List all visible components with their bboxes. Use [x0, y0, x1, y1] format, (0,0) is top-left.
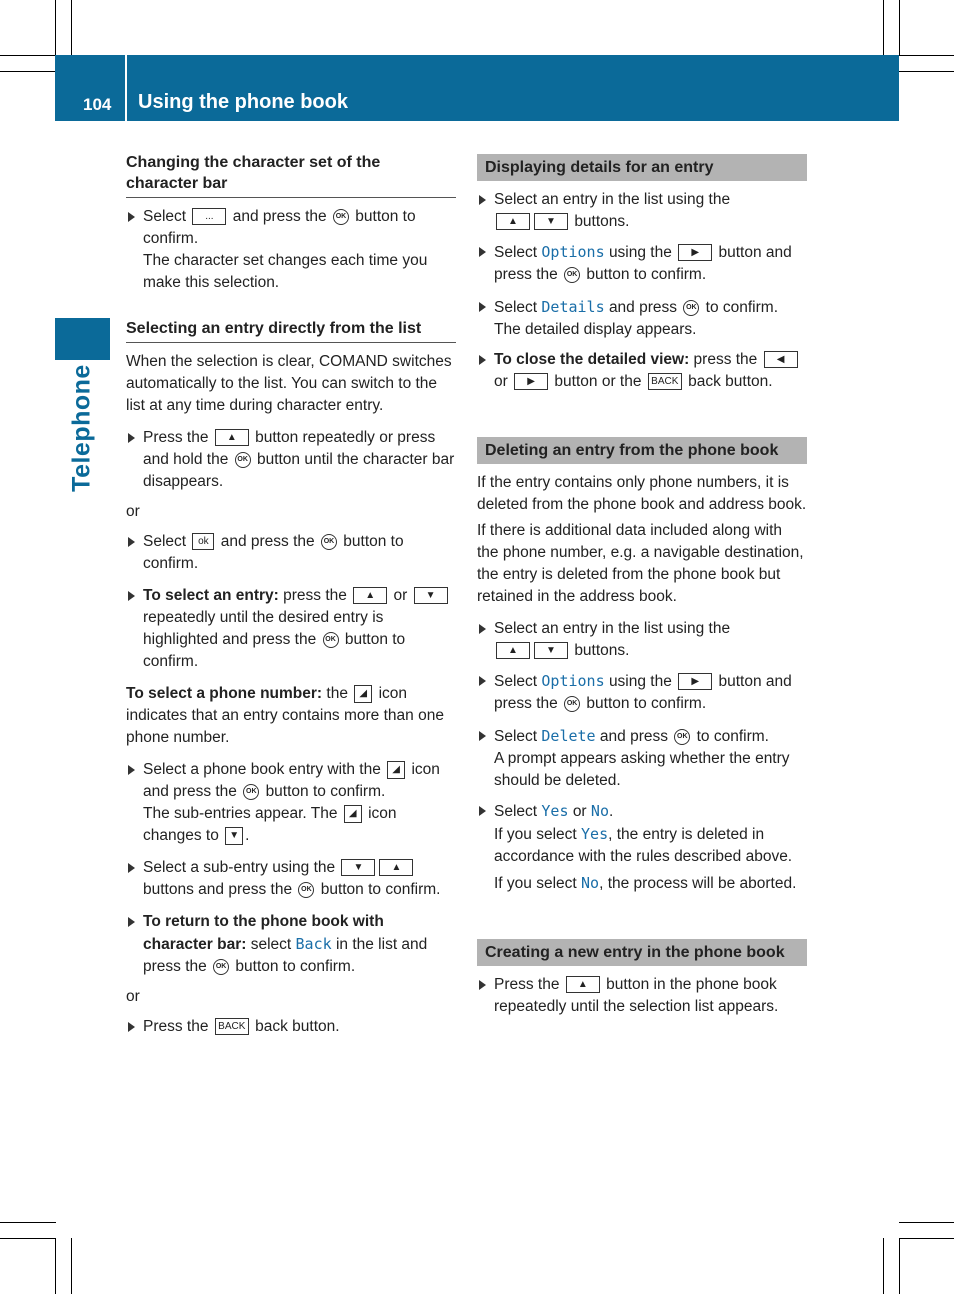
- ok-button-icon: OK: [243, 784, 259, 800]
- right-arrow-icon: ▶: [678, 673, 712, 690]
- paragraph: When the selection is clear, COMAND switches automatically to the list. You can switch to the list at any time during character entry.: [126, 353, 452, 414]
- crop-mark: [899, 55, 954, 56]
- crop-mark: [883, 1238, 884, 1294]
- section-heading: Changing the character set of the character bar: [126, 152, 456, 198]
- step: Select Options using the ▶ button and press the OK button to confirm.: [477, 670, 807, 715]
- up-arrow-icon: ▲: [215, 429, 249, 446]
- menu-item-code: Back: [295, 935, 332, 953]
- section-heading: Selecting an entry directly from the list: [126, 318, 456, 343]
- key-icon: ok: [192, 533, 214, 550]
- crop-mark: [55, 1238, 56, 1294]
- up-arrow-icon: ▲: [566, 976, 600, 993]
- step: Select Delete and press OK to confirm. A prompt appears asking whether the entry should be deleted.: [477, 725, 807, 792]
- down-arrow-icon: ▼: [534, 213, 568, 230]
- up-arrow-icon: ▲: [353, 587, 387, 604]
- menu-item-code: Yes: [581, 825, 609, 843]
- ok-button-icon: OK: [564, 696, 580, 712]
- up-arrow-icon: ▲: [379, 859, 413, 876]
- ok-button-icon: OK: [323, 632, 339, 648]
- right-arrow-icon: ▶: [678, 244, 712, 261]
- ok-button-icon: OK: [213, 959, 229, 975]
- step-note: The sub-entries appear. The ◢ icon changes to ▼ .: [143, 805, 397, 844]
- menu-item-code: Delete: [541, 727, 596, 745]
- ok-button-icon: OK: [298, 882, 314, 898]
- right-column: [477, 154, 807, 1026]
- down-arrow-icon: ▼: [341, 859, 375, 876]
- crop-mark: [899, 1238, 900, 1294]
- step: Select ok and press the OK button to confirm.: [126, 531, 456, 575]
- step-note: The detailed display appears.: [494, 321, 697, 338]
- down-arrow-icon: ▼: [534, 642, 568, 659]
- ok-button-icon: OK: [564, 267, 580, 283]
- step: Select an entry in the list using the ▲ ▼ buttons.: [477, 618, 807, 662]
- crop-mark: [899, 71, 954, 72]
- step: Select a sub-entry using the ▼ ▲ buttons and press the OK button to confirm.: [126, 857, 456, 901]
- section-heading: Deleting an entry from the phone book: [477, 437, 807, 464]
- crop-mark: [899, 1222, 954, 1223]
- step-note: If you select Yes, the entry is deleted in accordance with the rules described above.: [494, 825, 793, 865]
- page-number: 104: [83, 95, 112, 114]
- ok-button-icon: OK: [333, 209, 349, 225]
- step: Press the ▲ button in the phone book repeatedly until the selection list appears.: [477, 974, 807, 1018]
- ok-button-icon: OK: [321, 534, 337, 550]
- menu-item-code: Options: [541, 243, 605, 261]
- or-text: or: [126, 503, 140, 520]
- step-note: If you select No, the process will be aborted.: [494, 874, 797, 892]
- crop-mark: [0, 1222, 56, 1223]
- step: Select Options using the ▶ button and press the OK button to confirm.: [477, 241, 807, 286]
- step-note: The character set changes each time you make this selection.: [143, 252, 428, 291]
- multiple-numbers-icon: ◢: [344, 805, 362, 823]
- crop-mark: [0, 71, 56, 72]
- chapter-tab-marker: [55, 318, 110, 360]
- header-divider: [125, 55, 127, 121]
- chapter-label: Telephone: [67, 364, 96, 492]
- menu-item-code: Details: [541, 298, 605, 316]
- expanded-icon: ▼: [225, 827, 243, 845]
- menu-item-code: No: [590, 802, 609, 820]
- step: Press the ▲ button repeatedly or press and hold the OK button until the character bar disappears.: [126, 427, 456, 493]
- crop-mark: [71, 0, 72, 56]
- left-column: [126, 152, 456, 1046]
- section-heading: Creating a new entry in the phone book: [477, 939, 807, 966]
- section-heading: Displaying details for an entry: [477, 154, 807, 181]
- left-arrow-icon: ◀: [764, 351, 798, 368]
- paragraph: If there is additional data included along with the phone number, e.g. a navigable destination, the entry is deleted from the phone book but retained in the address book.: [477, 522, 804, 605]
- crop-mark: [883, 0, 884, 56]
- crop-mark: [0, 1238, 56, 1239]
- down-arrow-icon: ▼: [414, 587, 448, 604]
- ok-button-icon: OK: [674, 729, 690, 745]
- crop-mark: [55, 0, 56, 56]
- step: Select ... and press the OK button to confirm. The character set changes each time you make this selection.: [126, 206, 456, 294]
- right-arrow-icon: ▶: [514, 373, 548, 390]
- crop-mark: [71, 1238, 72, 1294]
- up-arrow-icon: ▲: [496, 642, 530, 659]
- step: Select Details and press OK to confirm. The detailed display appears.: [477, 296, 807, 341]
- crop-mark: [899, 1238, 954, 1239]
- menu-item-code: Yes: [541, 802, 569, 820]
- step: Select Yes or No. If you select Yes, the entry is deleted in accordance with the rules described above. If you select No, the process will be aborted.: [477, 800, 807, 895]
- ok-button-icon: OK: [235, 452, 251, 468]
- step: To close the detailed view: press the ◀ or ▶ button or the BACK back button.: [477, 349, 807, 393]
- step: Select an entry in the list using the ▲ ▼ buttons.: [477, 189, 807, 233]
- menu-item-code: Options: [541, 672, 605, 690]
- step-note: A prompt appears asking whether the entry should be deleted.: [494, 750, 790, 789]
- key-icon: ...: [192, 208, 226, 225]
- paragraph: To select a phone number: the ◢ icon indicates that an entry contains more than one phone number.: [126, 685, 444, 746]
- ok-button-icon: OK: [683, 300, 699, 316]
- paragraph: If the entry contains only phone numbers, it is deleted from the phone book and address book.: [477, 474, 807, 513]
- step: To select an entry: press the ▲ or ▼ repeatedly until the desired entry is highlighted and press the OK button to confirm.: [126, 585, 456, 673]
- page-title: Using the phone book: [138, 91, 348, 113]
- menu-item-code: No: [581, 874, 600, 892]
- crop-mark: [0, 55, 56, 56]
- page-header: [55, 55, 899, 121]
- step: Press the BACK back button.: [126, 1016, 456, 1038]
- step: To return to the phone book with character bar: select Back in the list and press the OK button to confirm.: [126, 911, 456, 978]
- or-text: or: [126, 988, 140, 1005]
- multiple-numbers-icon: ◢: [387, 761, 405, 779]
- crop-mark: [899, 0, 900, 56]
- step: Select a phone book entry with the ◢ icon and press the OK button to confirm. The sub-entries appear. The ◢ icon changes to ▼ .: [126, 759, 456, 847]
- back-key-icon: BACK: [648, 373, 682, 390]
- up-arrow-icon: ▲: [496, 213, 530, 230]
- multiple-numbers-icon: ◢: [354, 685, 372, 703]
- back-key-icon: BACK: [215, 1018, 249, 1035]
